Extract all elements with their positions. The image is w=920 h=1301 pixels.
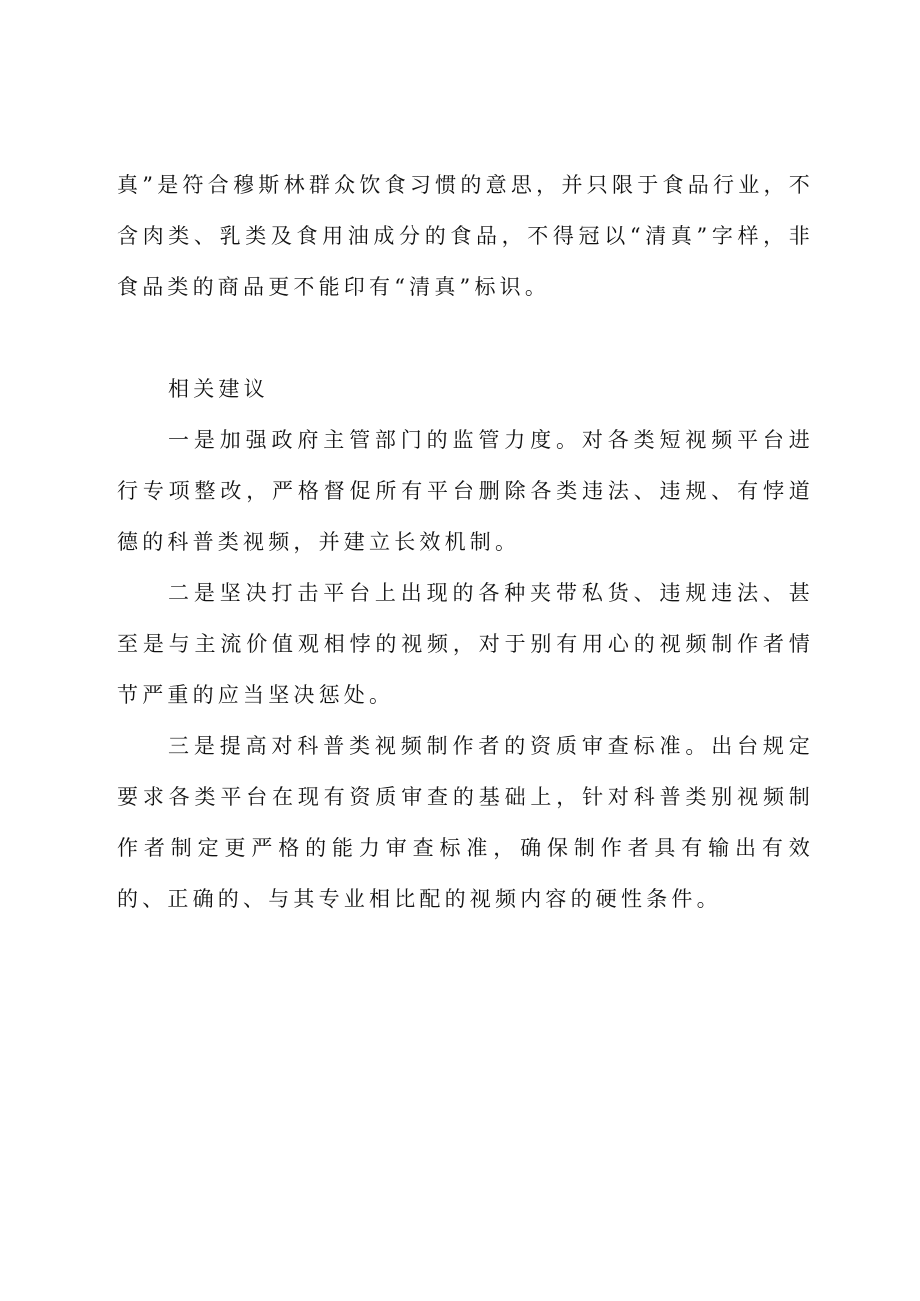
continuation-paragraph: 真”是符合穆斯林群众饮食习惯的意思，并只限于食品行业，不含肉类、乳类及食用油成分的食品，不得冠以“清真”字样，非食品类的商品更不能印有“清真”标识。	[117, 173, 814, 299]
paragraph-suggestion-2: 二是坚决打击平台上出现的各种夹带私货、违规违法、甚至是与主流价值观相悖的视频，对于别有用心的视频制作者情节严重的应当坚决惩处。	[117, 581, 814, 707]
document-body	[117, 160, 814, 925]
paragraph-suggestion-1: 一是加强政府主管部门的监管力度。对各类短视频平台进行专项整改，严格督促所有平台删除各类违法、违规、有悖道德的科普类视频，并建立长效机制。	[117, 428, 814, 554]
paragraph-suggestion-3: 三是提高对科普类视频制作者的资质审查标准。出台规定要求各类平台在现有资质审查的基础上，针对科普类别视频制作者制定更严格的能力审查标准，确保制作者具有输出有效的、正确的、与其专业相比配的视频内容的硬性条件。	[117, 734, 814, 911]
paragraph-spacer	[117, 313, 814, 364]
section-heading: 相关建议	[168, 377, 269, 401]
